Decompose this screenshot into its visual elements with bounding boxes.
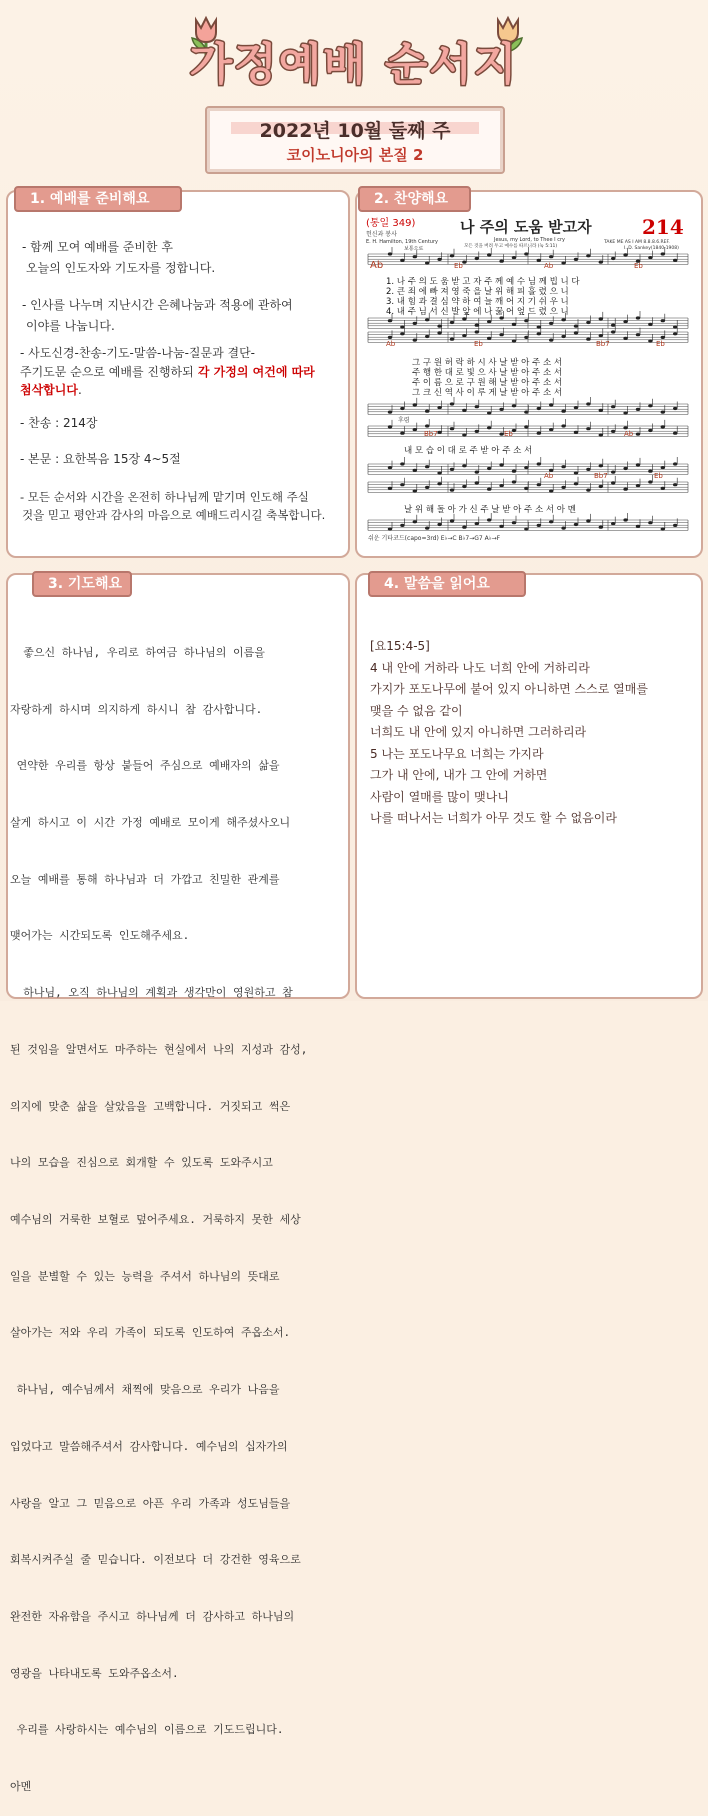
- note-head: [413, 428, 417, 431]
- scripture-ref: [요15:4-5]: [370, 639, 430, 653]
- prayer-line: 나의 모습을 진심으로 회개할 수 있도록 도와주시고: [10, 1156, 273, 1170]
- note-head: [450, 489, 454, 492]
- prayer-line: 회복시켜주실 줄 믿습니다. 이전보다 더 강건한 영육으로: [10, 1553, 301, 1567]
- note-head: [661, 466, 665, 469]
- prepare-line-2a: - 인사를 나누며 지난시간 은혜나눔과 적용에 관하여: [22, 298, 293, 312]
- note-head: [661, 319, 665, 322]
- scripture-line: 너희도 내 안에 있지 아니하면 그러하리라: [370, 725, 587, 739]
- note-head: [450, 338, 454, 341]
- note-head: [623, 518, 627, 521]
- prayer-line: 의지에 맞춘 삶을 살았음을 고백합니다. 거짓되고 썩은: [10, 1099, 291, 1113]
- note-head: [462, 317, 466, 320]
- note-head: [661, 336, 665, 339]
- note-head: [462, 433, 466, 436]
- note-head: [549, 322, 553, 325]
- note-head: [636, 463, 640, 466]
- scripture-line: 그가 내 안에, 내가 그 안에 거하면: [370, 768, 548, 782]
- note-head: [636, 525, 640, 528]
- note-head: [512, 470, 516, 473]
- note-head: [623, 411, 627, 414]
- note-head: [499, 260, 503, 263]
- note-head: [450, 468, 454, 471]
- scripture-line: 4 내 안에 거하라 나도 너희 안에 거하리라: [370, 660, 590, 675]
- note-head: [475, 481, 479, 484]
- prayer-line: 아멘: [10, 1780, 32, 1794]
- note-head: [437, 482, 441, 485]
- note-head: [388, 487, 392, 490]
- chord-mid-2: Bb7: [596, 340, 610, 348]
- prepare-line-1b: 오늘의 인도자와 기도자를 정합니다.: [26, 261, 216, 275]
- note-head: [673, 483, 677, 486]
- note-head: [388, 425, 392, 428]
- note-head: [648, 521, 652, 524]
- note-head: [648, 323, 652, 326]
- prayer-line: 맺어가는 시간되도록 인도해주세요.: [10, 929, 190, 943]
- hymn-composer-right: TAKE ME AS I AM 8.8.8.6.REF.: [604, 240, 670, 245]
- note-head: [586, 468, 590, 471]
- chord-ref-2: Ab: [624, 430, 634, 438]
- note-head: [537, 524, 541, 527]
- verse2-line-4: 그 크 신 역 사 이 루 게 날 받 아 주 소 서: [412, 388, 563, 398]
- note-head: [450, 321, 454, 324]
- note-head: [636, 316, 640, 319]
- note-head: [586, 489, 590, 492]
- note-head: [437, 431, 441, 434]
- note-head: [549, 489, 553, 492]
- note-head: [400, 407, 404, 410]
- page-title: 가정예배 순서지: [189, 39, 519, 90]
- note-head: [586, 321, 590, 324]
- prepare-line-2b: 이야를 나눕니다.: [26, 319, 115, 333]
- note-head: [437, 258, 441, 261]
- prayer-line: 살게 하시고 이 시간 가정 예배로 모이게 해주셨사오니: [10, 815, 291, 829]
- note-head: [611, 257, 615, 260]
- note-head: [450, 427, 454, 430]
- hymn-number: 214: [642, 215, 684, 239]
- note-head: [673, 432, 677, 435]
- note-head: [475, 430, 479, 433]
- verse-line-3: 3. 내 힘 과 결 심 약 하 여 늘 깨 어 지 기 쉬 우 니: [386, 297, 569, 307]
- note-head: [661, 252, 665, 255]
- verse-line-4: 4. 내 주 님 서 신 발 앞 에 나 꿇 어 엎 드 렸 으 니: [386, 307, 569, 317]
- note-head: [388, 466, 392, 469]
- note-head: [537, 462, 541, 465]
- note-head: [388, 411, 392, 414]
- note-head: [499, 484, 503, 487]
- note-head: [537, 259, 541, 262]
- note-head: [487, 337, 491, 340]
- note-head: [623, 253, 627, 256]
- note-head: [636, 484, 640, 487]
- note-head: [425, 486, 429, 489]
- prepare-line-3b: [20, 363, 315, 381]
- date-text: 2022년 10월 둘째 주: [259, 120, 451, 142]
- tab-praise: 2. 찬양해요: [358, 186, 471, 212]
- note-head: [400, 432, 404, 435]
- note-head: [673, 325, 677, 328]
- note-head: [648, 429, 652, 432]
- note-head: [437, 523, 441, 526]
- note-head: [648, 339, 652, 342]
- note-head: [673, 259, 677, 262]
- scripture-line: 가지가 포도나무에 붙어 있지 아니하면 스스로 열매를: [370, 682, 648, 696]
- prayer-line: 예수님의 거룩한 보혈로 덮어주세요. 거룩하지 못한 세상: [10, 1213, 301, 1226]
- note-head: [462, 485, 466, 488]
- note-head: [561, 424, 565, 427]
- hymn-composer-left: E. H. Hamilton, 19th Century: [366, 239, 438, 245]
- note-head: [437, 406, 441, 409]
- note-head: [599, 317, 603, 320]
- note-head: [512, 339, 516, 342]
- note-head: [487, 518, 491, 521]
- prayer-line: 좋으신 하나님, 우리로 하여금 하나님의 이름을: [10, 645, 265, 659]
- note-head: [425, 527, 429, 530]
- note-head: [611, 405, 615, 408]
- chord-mid-1: Eb: [474, 340, 483, 348]
- note-head: [611, 324, 615, 327]
- note-head: [611, 481, 615, 484]
- note-head: [673, 524, 677, 527]
- note-head: [512, 256, 516, 259]
- note-head: [400, 524, 404, 527]
- chord-mid-3: Eb: [656, 340, 665, 348]
- period: .: [77, 383, 82, 397]
- note-head: [561, 486, 565, 489]
- note-head: [661, 411, 665, 414]
- prayer-line: 하나님, 오직 하나님의 계획과 생각만이 영원하고 참: [10, 986, 293, 1000]
- note-head: [537, 407, 541, 410]
- note-head: [586, 427, 590, 430]
- note-head: [512, 323, 516, 326]
- note-head: [462, 334, 466, 337]
- note-head: [574, 471, 578, 474]
- note-head: [413, 403, 417, 406]
- note-head: [413, 322, 417, 325]
- note-head: [574, 331, 578, 334]
- note-head: [400, 325, 404, 328]
- chord-ref-0: Bb7: [424, 430, 438, 438]
- note-head: [462, 526, 466, 529]
- scripture-line: 사람이 열매를 많이 맺나니: [370, 789, 509, 804]
- prepare-line-3a: - 사도신경-찬송-기도-말씀-나눔-질문과 결단-: [20, 346, 256, 360]
- note-head: [475, 324, 479, 327]
- note-head: [574, 325, 578, 328]
- date-header: [205, 106, 505, 174]
- note-head: [623, 426, 627, 429]
- note-head: [574, 523, 578, 526]
- note-head: [462, 409, 466, 412]
- prepare-line-4b: 것을 믿고 평안과 감사의 마음으로 예배드리시길 축복합니다.: [22, 508, 326, 522]
- note-head: [623, 320, 627, 323]
- note-head: [437, 325, 441, 328]
- note-head: [462, 464, 466, 467]
- note-head: [499, 525, 503, 528]
- note-head: [450, 519, 454, 522]
- hymn-old-number: (통일 349): [366, 218, 416, 229]
- note-head: [437, 331, 441, 334]
- note-head: [388, 252, 392, 255]
- verse-line-1: 1. 나 주 의 도 움 받 고 자 주 께 예 수 님 께 빕 니 다: [386, 277, 580, 287]
- note-head: [400, 462, 404, 465]
- note-head: [636, 333, 640, 336]
- note-head: [611, 471, 615, 474]
- scripture-line: 나를 떠나서는 너희가 아무 것도 할 수 없음이라: [370, 811, 617, 825]
- note-head: [537, 332, 541, 335]
- note-head: [425, 318, 429, 321]
- note-head: [512, 480, 516, 483]
- note-head: [537, 325, 541, 328]
- sermon-subtitle: 코이노니아의 본질 2: [286, 146, 424, 164]
- prepare-line-3c: [20, 381, 82, 399]
- note-head: [475, 471, 479, 474]
- note-head: [648, 256, 652, 259]
- chord-bot-2: Eb: [654, 472, 663, 480]
- refrain-line-1: 내 모 습 이 대 로 주 받 아 주 소 서: [404, 446, 533, 456]
- prepare-line-4a: - 모든 순서와 시간을 온전히 하나님께 맡기며 인도해 주실: [20, 490, 309, 504]
- note-head: [661, 527, 665, 530]
- prayer-line: 일을 분별할 수 있는 능력을 주셔서 하나님의 뜻대로: [10, 1269, 280, 1283]
- note-head: [537, 483, 541, 486]
- note-head: [574, 431, 578, 434]
- verse2-line-2: 주 행 한 대 로 빛 으 사 날 받 아 주 소 서: [412, 368, 563, 378]
- note-head: [388, 319, 392, 322]
- chord-bot-1: Bb7: [594, 472, 608, 480]
- note-head: [636, 408, 640, 411]
- chord-top-2: Ab: [544, 262, 554, 270]
- note-head: [413, 339, 417, 342]
- hymn-english-title: Jesus, my Lord, to Thee I cry: [494, 237, 566, 243]
- hymn-tempo: 보통으로: [404, 246, 424, 252]
- prayer-line: 연약한 우리를 항상 붙들어 주심으로 예배자의 삶을: [10, 759, 280, 773]
- note-head: [599, 485, 603, 488]
- note-head: [487, 253, 491, 256]
- verse2-line-3: 주 이 름 으 로 구 원 해 날 받 아 주 소 서: [412, 378, 563, 388]
- tab-word: 4. 말씀을 읽어요: [368, 571, 526, 597]
- order-text: 주기도문 순으로 예배를 진행하되: [20, 365, 194, 379]
- prayer-text: [10, 606, 338, 1816]
- note-head: [499, 408, 503, 411]
- note-head: [586, 254, 590, 257]
- verse-line-2: 2. 큰 죄 에 빠 져 영 죽 을 날 위 해 피 흘 렸 으 니: [386, 287, 569, 297]
- note-head: [599, 464, 603, 467]
- note-head: [425, 424, 429, 427]
- note-head: [400, 259, 404, 262]
- note-head: [549, 520, 553, 523]
- note-head: [413, 489, 417, 492]
- note-head: [475, 330, 479, 333]
- chord-top-1: Eb: [454, 262, 463, 270]
- note-head: [475, 522, 479, 525]
- note-head: [413, 469, 417, 472]
- tab-prepare: 1. 예배를 준비해요: [14, 186, 182, 212]
- note-head: [673, 332, 677, 335]
- note-head: [413, 255, 417, 258]
- hymn-scripture: 모든 것을 버려 두고 예수를 따르니라 (눅 5:11): [464, 244, 558, 249]
- note-head: [549, 403, 553, 406]
- hymn-sheet: [364, 214, 692, 544]
- note-head: [623, 488, 627, 491]
- prayer-line: 영광을 나타내도록 도와주옵소서.: [10, 1666, 179, 1680]
- hymn-category: 헌신과 봉사: [366, 231, 397, 238]
- note-head: [487, 488, 491, 491]
- note-head: [537, 432, 541, 435]
- note-head: [636, 433, 640, 436]
- note-head: [648, 404, 652, 407]
- prayer-line: 된 것임을 알면서도 마주하는 현실에서 나의 지성과 감성,: [10, 1042, 308, 1056]
- note-head: [561, 335, 565, 338]
- prayer-line: 완전한 자유함을 주시고 하나님께 더 감사하고 하나님의: [10, 1610, 295, 1624]
- note-head: [611, 430, 615, 433]
- note-head: [561, 410, 565, 413]
- note-head: [549, 255, 553, 258]
- emphasis-text-2: 첨삭합니다: [20, 383, 78, 397]
- note-head: [475, 405, 479, 408]
- chord-ref-1: Eb: [504, 430, 513, 438]
- guitar-chord-footer: 쉬운 기타코드(capo=3rd) E♭→C B♭7→G7 A♭→F: [368, 535, 501, 542]
- note-head: [611, 330, 615, 333]
- note-head: [487, 426, 491, 429]
- note-head: [586, 402, 590, 405]
- note-head: [487, 320, 491, 323]
- scripture-line: - 본문 : 요한복음 15장 4~5절: [20, 452, 181, 466]
- note-head: [487, 467, 491, 470]
- note-head: [599, 526, 603, 529]
- note-head: [450, 402, 454, 405]
- hymn-composer-right-2: I. D. Sankey(1840-1908): [624, 246, 679, 251]
- prayer-line: 살아가는 저와 우리 가족이 되도록 인도하여 주옵소서.: [10, 1326, 291, 1340]
- refrain-line-2: 날 위 해 돌 아 가 신 주 날 받 아 주 소 서 아 멘: [404, 505, 576, 515]
- prayer-line: 입었다고 말씀해주셔서 감사합니다. 예수님의 십자가의: [10, 1439, 288, 1453]
- hymn-number-line: - 찬송 : 214장: [20, 416, 98, 430]
- note-head: [561, 318, 565, 321]
- note-head: [425, 335, 429, 338]
- note-head: [450, 254, 454, 257]
- prepare-line-1a: - 함께 모여 예배를 준비한 후: [22, 240, 173, 254]
- note-head: [388, 336, 392, 339]
- note-head: [648, 480, 652, 483]
- tab-prayer: 3. 기도해요: [32, 571, 132, 597]
- note-head: [475, 257, 479, 260]
- note-head: [512, 404, 516, 407]
- note-head: [623, 467, 627, 470]
- scripture-text: [370, 636, 690, 830]
- date-line: [207, 116, 503, 143]
- note-head: [413, 520, 417, 523]
- note-head: [586, 519, 590, 522]
- note-head: [661, 425, 665, 428]
- note-head: [599, 261, 603, 264]
- prayer-line: 자랑하게 하시며 의지하게 하시니 참 감사합니다.: [10, 702, 263, 716]
- hymn-title: 나 주의 도움 받고자: [460, 218, 592, 236]
- note-head: [599, 334, 603, 337]
- verse2-line-1: 그 구 원 허 락 하 시 사 날 받 아 주 소 서: [412, 358, 563, 368]
- note-head: [561, 465, 565, 468]
- note-head: [499, 463, 503, 466]
- note-head: [574, 406, 578, 409]
- note-head: [487, 411, 491, 414]
- note-head: [599, 433, 603, 436]
- note-head: [574, 482, 578, 485]
- chord-top-0: Ab: [370, 260, 384, 271]
- note-head: [574, 258, 578, 261]
- note-head: [425, 465, 429, 468]
- note-head: [611, 522, 615, 525]
- note-head: [623, 337, 627, 340]
- note-head: [549, 428, 553, 431]
- note-head: [400, 332, 404, 335]
- hymn-score: [364, 214, 692, 544]
- note-head: [599, 409, 603, 412]
- prayer-line: 사랑을 알고 그 믿음으로 아픈 우리 가족과 성도님들을: [10, 1496, 291, 1510]
- chord-mid-0: Ab: [386, 340, 396, 348]
- note-head: [549, 339, 553, 342]
- note-head: [400, 483, 404, 486]
- title-area: [0, 32, 708, 102]
- note-head: [561, 527, 565, 530]
- note-head: [388, 527, 392, 530]
- note-head: [661, 487, 665, 490]
- chord-bot-0: Ab: [544, 472, 554, 480]
- note-head: [586, 338, 590, 341]
- refrain-label: 후렴: [398, 417, 410, 424]
- prayer-line: 우리를 사랑하시는 예수님의 이름으로 기도드립니다.: [10, 1723, 284, 1737]
- note-head: [561, 261, 565, 264]
- note-head: [673, 407, 677, 410]
- emphasis-text-1: 각 가정의 여건에 따라: [193, 365, 315, 379]
- scripture-line: 맺을 수 없음 같이: [370, 703, 463, 718]
- chord-top-3: Eb: [634, 262, 643, 270]
- scripture-line: 5 나는 포도나무요 너희는 가지라: [370, 746, 544, 761]
- note-head: [437, 471, 441, 474]
- note-head: [425, 410, 429, 413]
- note-head: [425, 261, 429, 264]
- prayer-line: 오늘 예배를 통해 하나님과 더 가깝고 친밀한 관계를: [10, 872, 280, 886]
- note-head: [648, 470, 652, 473]
- note-head: [512, 521, 516, 524]
- note-head: [499, 333, 503, 336]
- note-head: [673, 462, 677, 465]
- prayer-line: 하나님, 예수님께서 채찍에 맞음으로 우리가 나음을: [10, 1383, 280, 1397]
